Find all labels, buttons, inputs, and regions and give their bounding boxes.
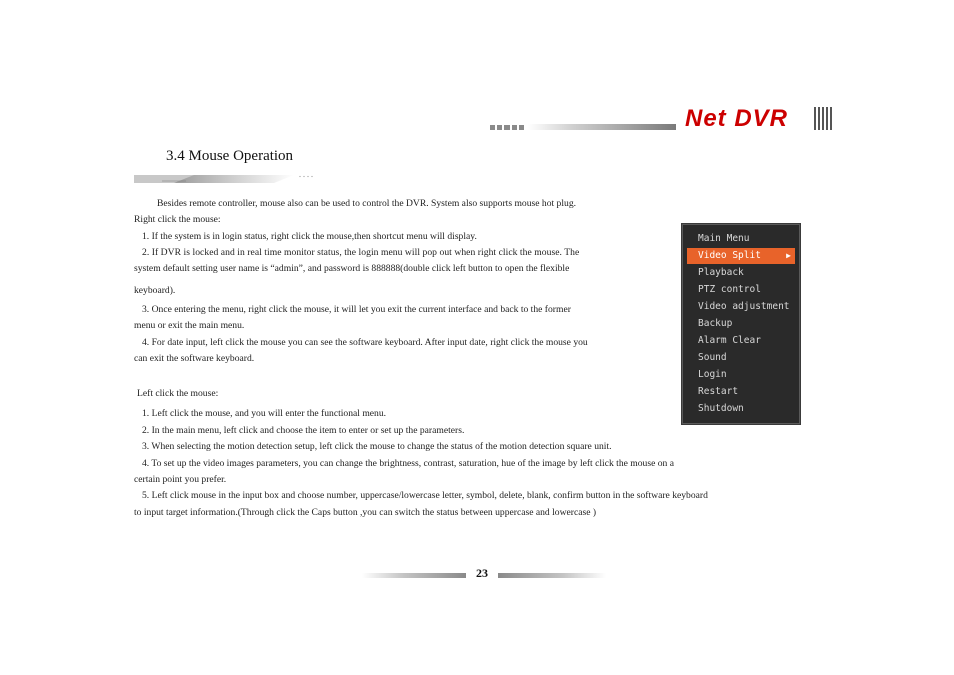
footer-right-bar	[498, 573, 606, 578]
left-click-item-4: 4. To set up the video images parameters, you can change the brightness, contrast, saturation, hue of the image by left click the mouse on a	[142, 458, 674, 469]
menu-item-video-adjustment[interactable]: Video adjustment	[698, 301, 790, 312]
left-click-item-4-cont: certain point you prefer.	[134, 474, 227, 485]
right-click-item-3: 3. Once entering the menu, right click the mouse, it will let you exit the current interface and back to the former	[142, 304, 571, 315]
footer-left-bar	[362, 573, 466, 578]
right-click-item-4: 4. For date input, left click the mouse you can see the software keyboard. After input date, right click the mouse you	[142, 337, 588, 348]
intro-paragraph: Besides remote controller, mouse also can be used to control the DVR. System also supports mouse hot plug.	[157, 198, 577, 209]
right-click-item-2: 2. If DVR is locked and in real time monitor status, the login menu will pop out when right click the mouse. The	[142, 247, 580, 258]
menu-item-restart[interactable]: Restart	[698, 386, 739, 397]
section-title-underline	[134, 175, 319, 183]
right-click-heading: Right click the mouse:	[134, 214, 221, 225]
menu-item-video-split[interactable]	[687, 248, 795, 264]
menu-item-shutdown[interactable]: Shutdown	[698, 403, 744, 414]
dvr-shortcut-menu	[681, 223, 801, 425]
menu-item-playback[interactable]: Playback	[698, 267, 744, 278]
left-click-heading: Left click the mouse:	[137, 388, 219, 399]
section-title: 3.4 Mouse Operation	[166, 148, 294, 164]
menu-item-main-menu[interactable]: Main Menu	[698, 233, 750, 244]
left-click-item-3: 3. When selecting the motion detection setup, left click the mouse to change the status of the motion detection square unit.	[142, 441, 612, 452]
right-click-item-4-cont: can exit the software keyboard.	[134, 353, 255, 364]
left-click-item-2: 2. In the main menu, left click and choose the item to enter or set up the parameters.	[142, 425, 465, 436]
header-gradient-bar	[528, 124, 676, 130]
brand-bars-decoration	[814, 107, 832, 130]
menu-item-label: Video Split	[698, 250, 761, 261]
page-number: 23	[476, 566, 488, 580]
menu-item-ptz-control[interactable]: PTZ control	[698, 284, 761, 295]
menu-item-login[interactable]: Login	[698, 369, 727, 380]
menu-item-alarm-clear[interactable]: Alarm Clear	[698, 335, 761, 346]
left-click-item-1: 1. Left click the mouse, and you will enter the functional menu.	[142, 408, 387, 419]
submenu-arrow-icon: ▶	[786, 251, 791, 260]
right-click-item-2-end: keyboard).	[134, 285, 176, 296]
brand-logo-text: Net DVR	[685, 105, 789, 132]
left-click-item-5: 5. Left click mouse in the input box and choose number, uppercase/lowercase letter, symbol, delete, blank, confirm button in the software keyboard	[142, 490, 708, 501]
left-click-item-5-cont: to input target information.(Through click the Caps button ,you can switch the status between uppercase and lowercase )	[134, 507, 597, 518]
header-dots-decoration	[490, 125, 524, 130]
menu-item-backup[interactable]: Backup	[698, 318, 733, 329]
right-click-item-2-cont: system default setting user name is “admin”, and password is 888888(double click left button to open the flexible	[134, 263, 570, 274]
right-click-item-1: 1. If the system is in login status, right click the mouse,then shortcut menu will display.	[142, 231, 477, 242]
right-click-item-3-cont: menu or exit the main menu.	[134, 320, 245, 331]
menu-item-sound[interactable]: Sound	[698, 352, 727, 363]
